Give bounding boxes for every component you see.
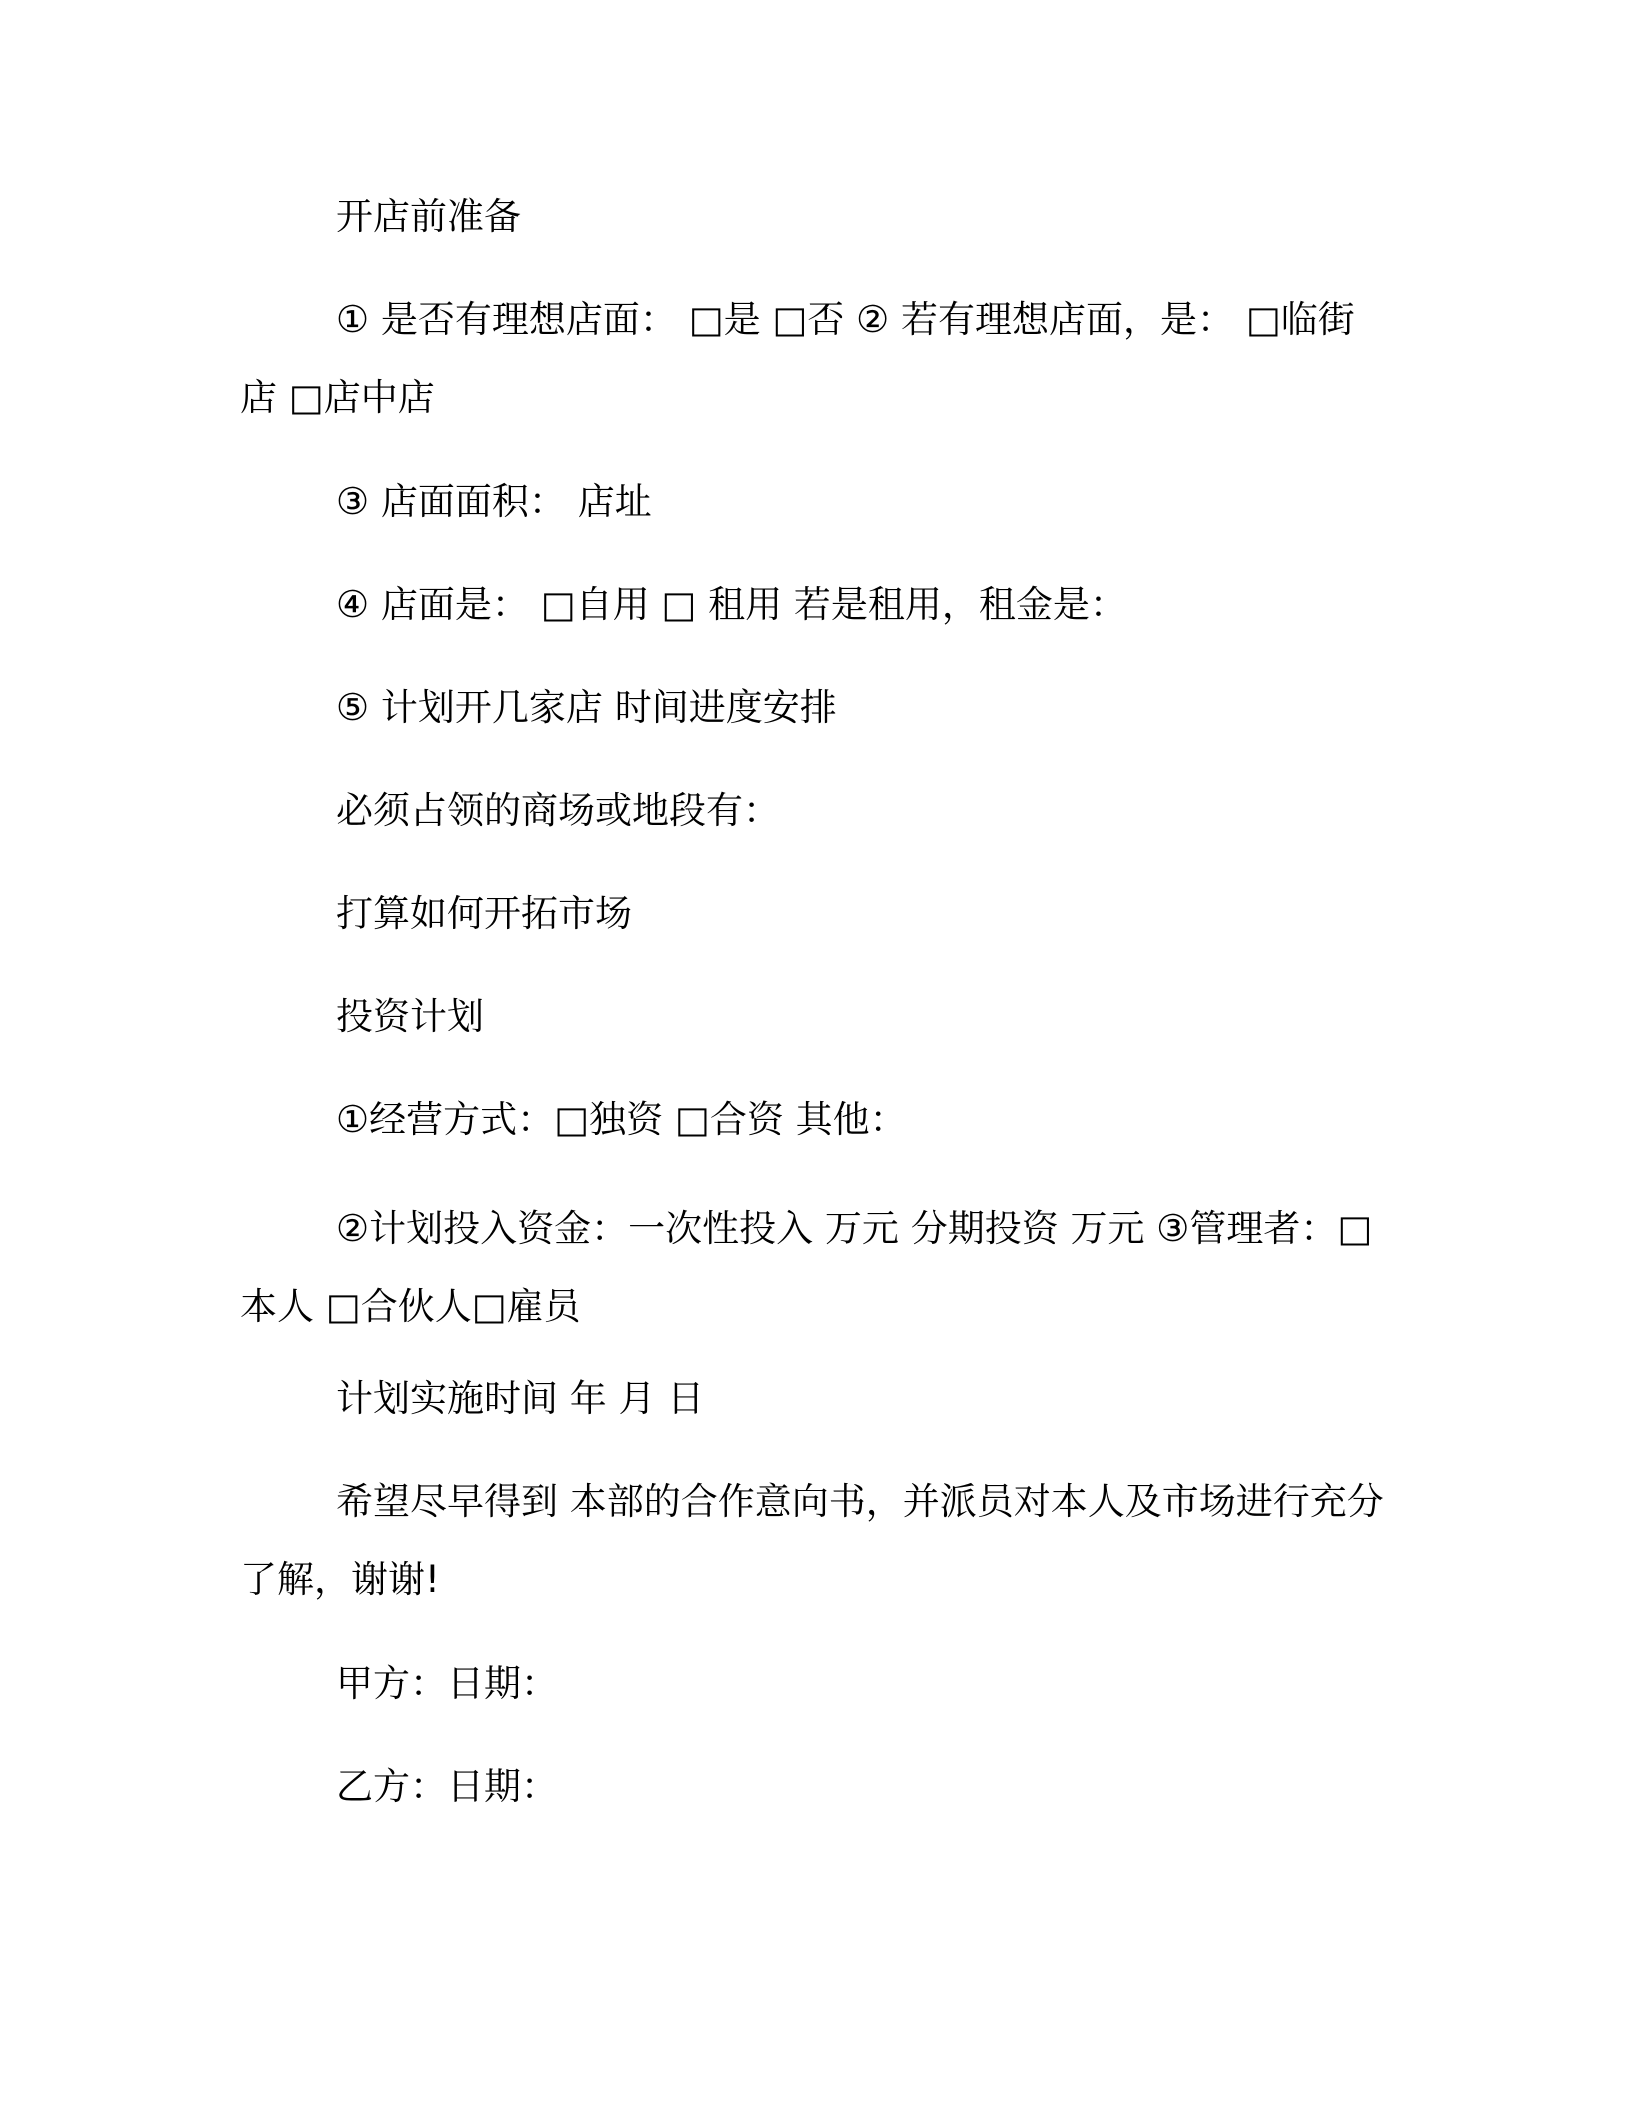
text-line: 店 □店中店 — [240, 376, 435, 419]
paragraph-closing-request — [240, 1463, 1400, 1619]
paragraph-business-mode — [240, 1081, 1400, 1159]
signature-party-a — [240, 1645, 1400, 1723]
text-line: ⑤ 计划开几家店 时间进度安排 — [336, 686, 837, 729]
text-line: 乙方：日期： — [336, 1765, 558, 1808]
signature-party-b — [240, 1748, 1400, 1826]
text-line: 本人 □合伙人□雇员 — [240, 1285, 581, 1328]
text-line: 开店前准备 — [336, 195, 521, 238]
text-line: ③ 店面面积： 店址 — [336, 480, 652, 523]
paragraph-implementation-time — [240, 1360, 1400, 1438]
text-line: ①经营方式：□独资 □合资 其他： — [336, 1098, 907, 1141]
text-line: 甲方：日期： — [336, 1662, 558, 1705]
paragraph-planned-capital — [240, 1190, 1400, 1346]
text-line: ① 是否有理想店面： □是 □否 ② 若有理想店面，是： □临街 — [336, 298, 1355, 341]
text-line: ②计划投入资金：一次性投入 万元 分期投资 万元 ③管理者：□ — [336, 1207, 1373, 1250]
paragraph-store-area — [240, 463, 1400, 541]
text-line: 计划实施时间 年 月 日 — [336, 1377, 705, 1420]
paragraph-store-count — [240, 669, 1400, 747]
text-line: 希望尽早得到 本部的合作意向书，并派员对本人及市场进行充分 — [336, 1480, 1384, 1523]
heading-investment-plan — [240, 978, 1400, 1056]
heading-store-preparation — [240, 178, 1400, 256]
text-line: 了解，谢谢! — [240, 1558, 440, 1601]
text-line: 打算如何开拓市场 — [336, 892, 632, 935]
text-line: 必须占领的商场或地段有： — [336, 789, 780, 832]
paragraph-market-expansion — [240, 875, 1400, 953]
paragraph-ideal-storefront — [240, 281, 1400, 437]
text-line: 投资计划 — [336, 995, 484, 1038]
paragraph-required-locations — [240, 772, 1400, 850]
text-line: ④ 店面是： □自用 □ 租用 若是租用，租金是： — [336, 583, 1127, 626]
paragraph-store-ownership — [240, 566, 1400, 644]
